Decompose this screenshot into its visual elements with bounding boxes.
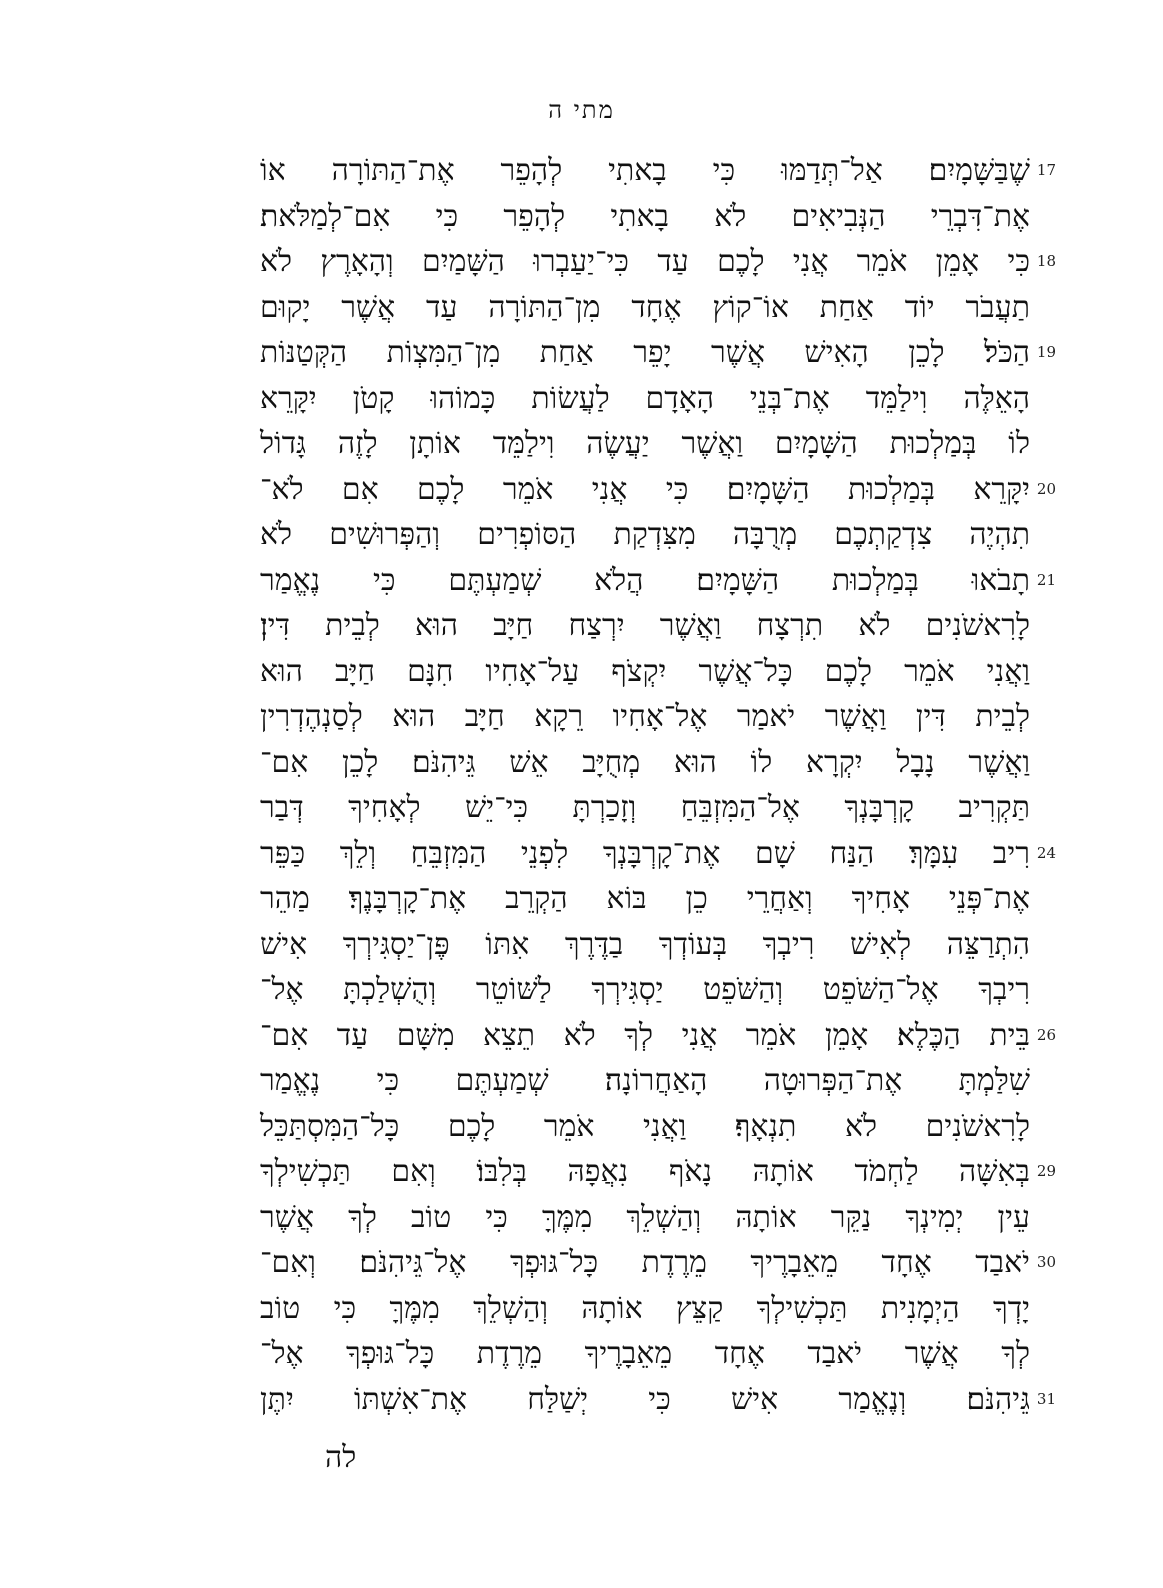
line-text: לָרִאשֹׁנִים לֹא תִרְצָח וַאֲשֶׁר יִרְצַח חַיָּב הוּא לְבֵית דִּין׃ [260,608,1030,643]
text-line [230,649,1030,695]
text-line [230,421,1030,467]
text-line [230,1331,1030,1377]
text-line [230,1013,1056,1059]
text-line [230,967,1030,1013]
verse-number: 31 [1036,1389,1056,1408]
verse-number: 30 [1036,1253,1056,1271]
running-head: מתי ה [548,96,615,124]
text-line [230,831,1056,877]
line-text: הַכֹּל׃ לָכֵן הָאִישׁ אֲשֶׁר יָפֵר אַחַת מִן־הַמִּצְוֹת הַקְּטַנּוֹת [260,335,1030,370]
verse-number: 20 [1036,479,1056,498]
line-text: תָבֹאוּ בְּמַלְכוּת הַשָּׁמָיִם׃ הֲלֹא שְׁמַעְתֶּם כִּי נֶאֱמַר [260,562,1030,598]
line-text: שִׁלַּמְתָּ אֶת־הַפְּרוּטָה הָאַחֲרוֹנָה׃ שְׁמַעְתֶּם כִּי נֶאֱמַר [260,1063,1030,1098]
line-text: רִיב עִמָּךְ׃ הַנַּח שָׁם אֶת־קָרְבָּנְךָ לִפְנֵי הַמִּזְבֵּחַ וְלֵךְ כַּפֵּר [260,835,1030,871]
text-line [230,148,1056,194]
line-text: כִּי אָמֵן אֹמֵר אֲנִי לָכֶם עַד כִּי־יַעַבְרוּ הַשָּׁמַיִם וְהָאָרֶץ לֹא [260,244,1030,279]
text-line [230,1149,1056,1195]
line-text: הָאֵלֶּה וִילַמֵּד אֶת־בְּנֵי הָאָדָם לַעֲשׂוֹת כָּמוֹהוּ קָטֹן יִקָּרֵא [260,380,1030,416]
line-text: וַאֲנִי אֹמֵר לָכֶם כָּל־אֲשֶׁר יִקְצֹף עַל־אָחִיו חִנָּם חַיָּב הוּא [260,653,1030,689]
verse-number: 19 [1036,343,1056,361]
verse-number: 26 [1036,1025,1056,1044]
line-text: לוֹ בְּמַלְכוּת הַשָּׁמָיִם וַאֲשֶׁר יַעֲשֶׂה וִילַמֵּד אוֹתָן לָזֶה גָּדוֹל [260,426,1030,461]
text-line [230,694,1030,740]
text-line [230,376,1030,422]
line-text: הִתְרַצֵּה לְאִישׁ רִיבְךָ בְּעוֹדְךָ בַדֶּרֶךְ אִתּוֹ פֶּן־יַסְגִּירְךָ אִישׁ [260,926,1030,962]
line-text: אֶת־פְּנֵי אָחִיךָ וְאַחֲרֵי כֵן בּוֹא הַקְרֵב אֶת־קָרְבָּנֶךָ׃ מַהֵר [260,881,1030,916]
line-text: תִהְיֶה צִדְקַתְכֶם מְרֻבָּה מִצִּדְקַת הַסּוֹפְרִים וְהַפְּרוּשִׁים לֹא [260,517,1030,552]
hebrew-text-block [230,148,1056,1422]
text-line [230,512,1030,558]
text-line [230,558,1056,604]
line-text: רִיבְךָ אֶל־הַשֹּׁפֵט וְהַשֹּׁפֵט יַסְגִּירְךָ לַשּׁוֹטֵר וְהֻשְׁלַכְתָּ אֶל־ [260,972,1030,1007]
verse-number: 29 [1036,1162,1056,1180]
verse-number: 17 [1036,161,1056,179]
verse-number: 21 [1036,570,1056,589]
line-text: שֶׁבַּשָּׁמָיִם׃ אַל־תְּדַמּוּ כִּי בָאתִי לְהָפֵר אֶת־הַתּוֹרָה אוֹ [260,153,1030,188]
line-text: בֵּית הַכֶּלֶא׃ אָמֵן אֹמֵר אֲנִי לְךָ לֹא תֵצֵא מִשָּׁם עַד אִם־ [260,1017,1030,1053]
text-line [230,467,1056,513]
line-text: יִקָּרֵא בְּמַלְכוּת הַשָּׁמָיִם׃ כִּי אֲנִי אֹמֵר לָכֶם אִם לֹא־ [260,471,1030,507]
text-line [230,740,1030,786]
text-line [230,194,1030,240]
line-text: לָרִאשֹׁנִים לֹא תִנְאָף׃ וַאֲנִי אֹמֵר לָכֶם כָּל־הַמִּסְתַּכֵּל [260,1108,1030,1144]
text-line [230,1377,1056,1423]
line-text: עֵין יְמִינְךָ נַקֵּר אוֹתָהּ וְהַשְׁלֵךְ מִמֶּךָּ כִּי טוֹב לְךָ אֲשֶׁר [260,1199,1030,1235]
line-text: לְבֵית דִּין וַאֲשֶׁר יֹאמַר אֶל־אָחִיו רֵקָא חַיָּב הוּא לְסַנְהֶדְרִין [260,699,1030,734]
text-line [230,922,1030,968]
line-text: יָדְךָ הַיְמָנִית תַּכְשִׁילְךָ קַצֵּץ אוֹתָהּ וְהַשְׁלֵךְ מִמֶּךָּ כִּי טוֹב [260,1290,1030,1326]
verse-number: 18 [1036,252,1056,270]
line-text: לְךָ אֲשֶׁר יֹאבַד אֶחָד מֵאֵבָרֶיךָ מֵרֶדֶת כָּל־גּוּפְךָ אֶל־ [260,1336,1030,1371]
text-line [230,285,1030,331]
line-text: וַאֲשֶׁר נָבָל יִקְרָא לוֹ הוּא מְחֻיָּב אֵשׁ גֵּיהִנֹּם׃ לָכֵן אִם־ [260,744,1030,780]
text-line [230,1195,1030,1241]
text-line [230,239,1056,285]
text-line [230,330,1056,376]
text-line [230,1104,1030,1150]
text-line [230,603,1030,649]
text-line [230,876,1030,922]
line-text: אֶת־דִּבְרֵי הַנְּבִיאִים לֹא בָאתִי לְהָפֵר כִּי אִם־לְמַלֹּאת׃ [260,198,1030,234]
text-line [230,1058,1030,1104]
text-line [230,1240,1056,1286]
text-line [230,785,1030,831]
line-text: גֵּיהִנֹּם׃ וְנֶאֱמַר אִישׁ כִּי יְשַׁלַּח אֶת־אִשְׁתּוֹ יִתֶּן [260,1381,1030,1417]
line-text: תַעֲבֹר יוֹד אַחַת אוֹ־קוֹץ אֶחָד מִן־הַתּוֹרָה עַד אֲשֶׁר יָקוּם [260,289,1030,325]
text-line [230,1286,1030,1332]
catchword: לה [325,1440,357,1475]
verse-number: 24 [1036,843,1056,862]
line-text: יֹאבַד אֶחָד מֵאֵבָרֶיךָ מֵרֶדֶת כָּל־גּוּפְךָ אֶל־גֵּיהִנֹּם׃ וְאִם־ [260,1245,1030,1280]
line-text: תַּקְרִיב קָרְבָּנְךָ אֶל־הַמִּזְבֵּחַ וְזָכַרְתָּ כִּי־יֵשׁ לְאָחִיךָ דְּבַר [260,790,1030,825]
line-text: בְּאִשָּׁה לַחְמֹד אוֹתָהּ נָאֹף נִאֲפָהּ בְּלִבּוֹ׃ וְאִם תַּכְשִׁילְךָ [260,1154,1030,1189]
